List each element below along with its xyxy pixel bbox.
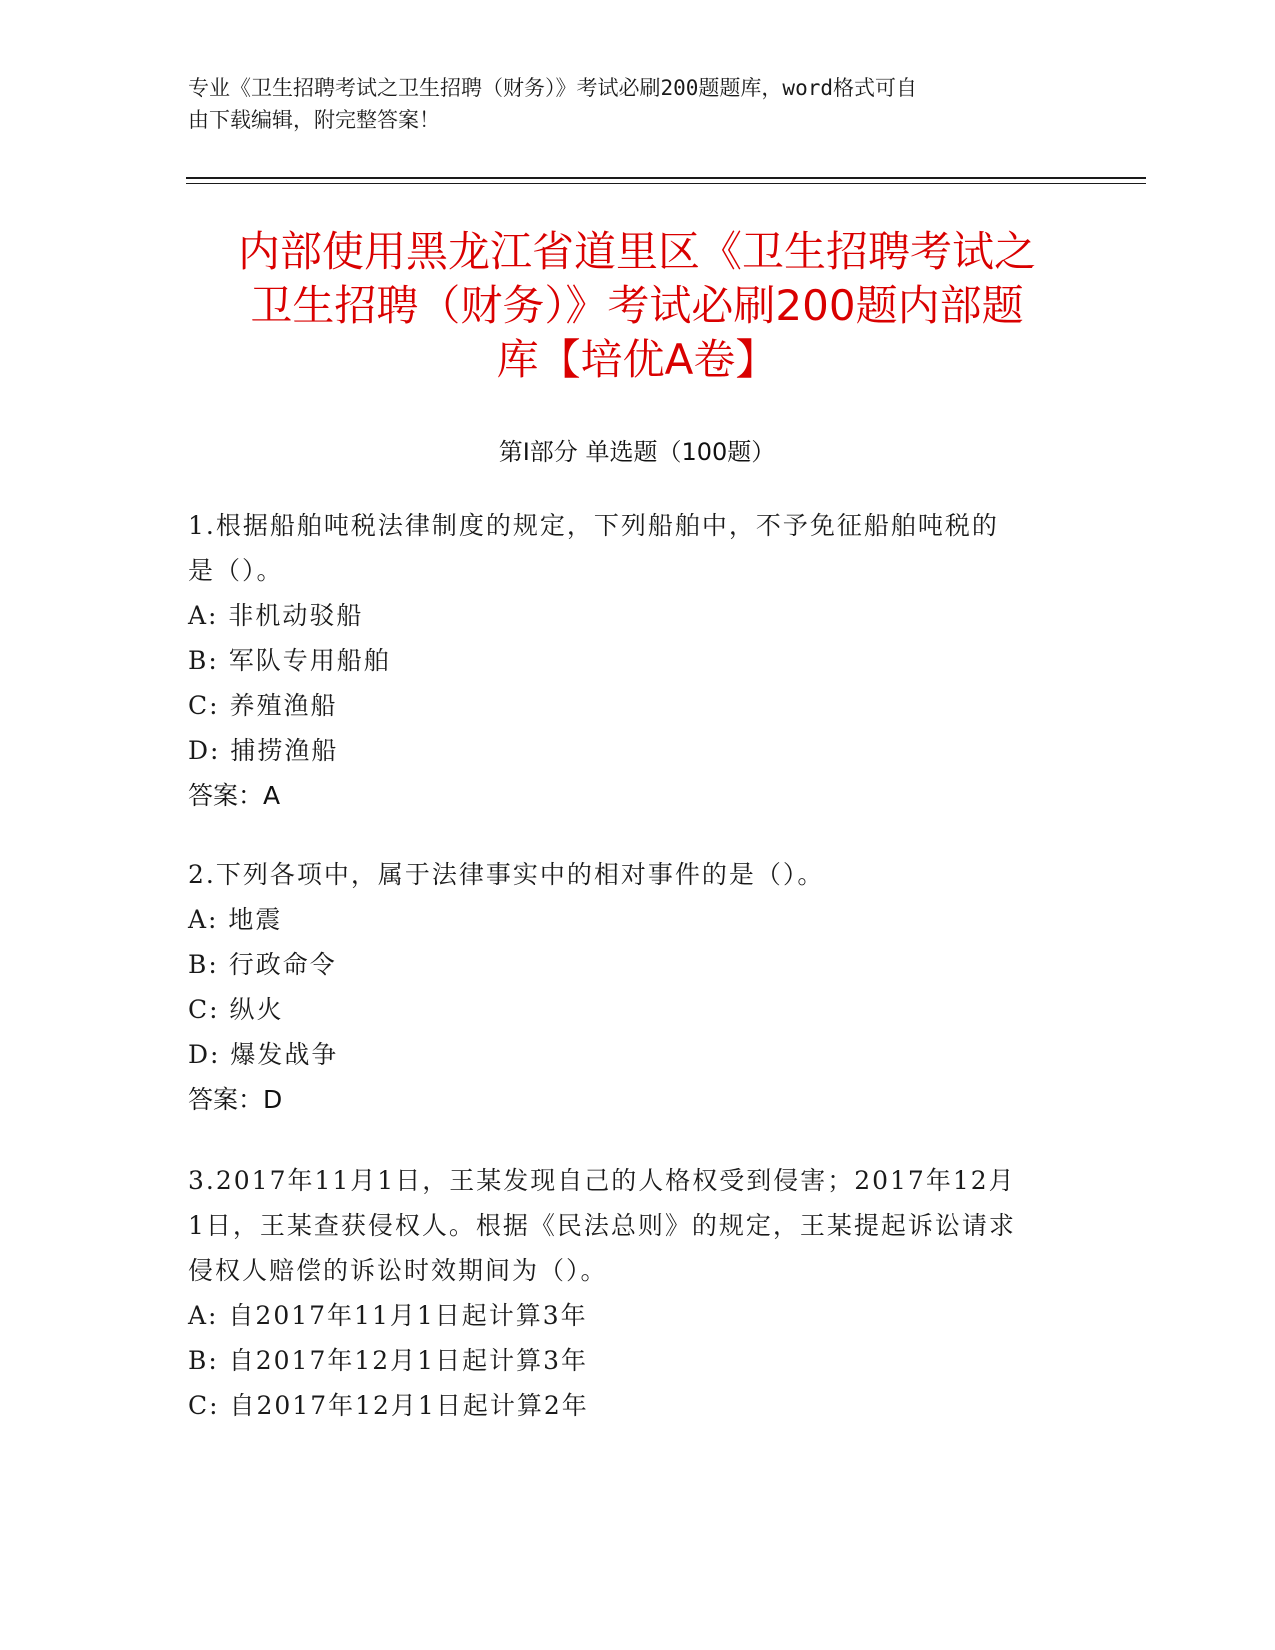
option-d: D: 捕捞渔船 xyxy=(188,736,339,765)
option-a: A: 非机动驳船 xyxy=(188,601,364,630)
question-1 xyxy=(188,503,1088,818)
intro-line-1: 专业《卫生招聘考试之卫生招聘（财务）》考试必刷200题题库，word格式可自 xyxy=(188,76,917,100)
option-a: A: 自2017年11月1日起计算3年 xyxy=(188,1301,588,1330)
title-line-1: 内部使用黑龙江省道里区《卫生招聘考试之 xyxy=(237,227,1036,276)
document-title xyxy=(186,225,1088,387)
document-intro xyxy=(188,72,1078,136)
header-divider-thick xyxy=(186,177,1146,179)
question-text-line: 1日，王某查获侵权人。根据《民法总则》的规定，王某提起诉讼请求 xyxy=(188,1211,1016,1240)
option-b: B: 自2017年12月1日起计算3年 xyxy=(188,1346,588,1375)
question-text-line: 1.根据船舶吨税法律制度的规定，下列船舶中，不予免征船舶吨税的 xyxy=(188,511,999,540)
question-2 xyxy=(188,852,1088,1122)
option-c: C: 纵火 xyxy=(188,995,284,1024)
question-text-line: 侵权人赔偿的诉讼时效期间为（）。 xyxy=(188,1256,608,1285)
title-line-3: 库【培优A卷】 xyxy=(496,335,778,384)
question-text-line: 3.2017年11月1日，王某发现自己的人格权受到侵害；2017年12月 xyxy=(188,1166,1016,1195)
option-c: C: 养殖渔船 xyxy=(188,691,338,720)
question-text-line: 是（）。 xyxy=(188,556,284,585)
answer: 答案：A xyxy=(188,781,281,810)
answer: 答案：D xyxy=(188,1085,283,1114)
header-divider-thin xyxy=(186,183,1146,184)
option-a: A: 地震 xyxy=(188,905,283,934)
title-line-2: 卫生招聘（财务）》考试必刷200题内部题 xyxy=(250,281,1024,330)
intro-line-2: 由下载编辑，附完整答案！ xyxy=(188,108,440,132)
option-b: B: 军队专用船舶 xyxy=(188,646,391,675)
option-d: D: 爆发战争 xyxy=(188,1040,339,1069)
question-text-line: 2.下列各项中，属于法律事实中的相对事件的是（）。 xyxy=(188,860,825,889)
section-title: 第Ⅰ部分 单选题（100题） xyxy=(498,438,776,466)
option-b: B: 行政命令 xyxy=(188,950,337,979)
option-c: C: 自2017年12月1日起计算2年 xyxy=(188,1391,589,1420)
question-3 xyxy=(188,1158,1088,1428)
